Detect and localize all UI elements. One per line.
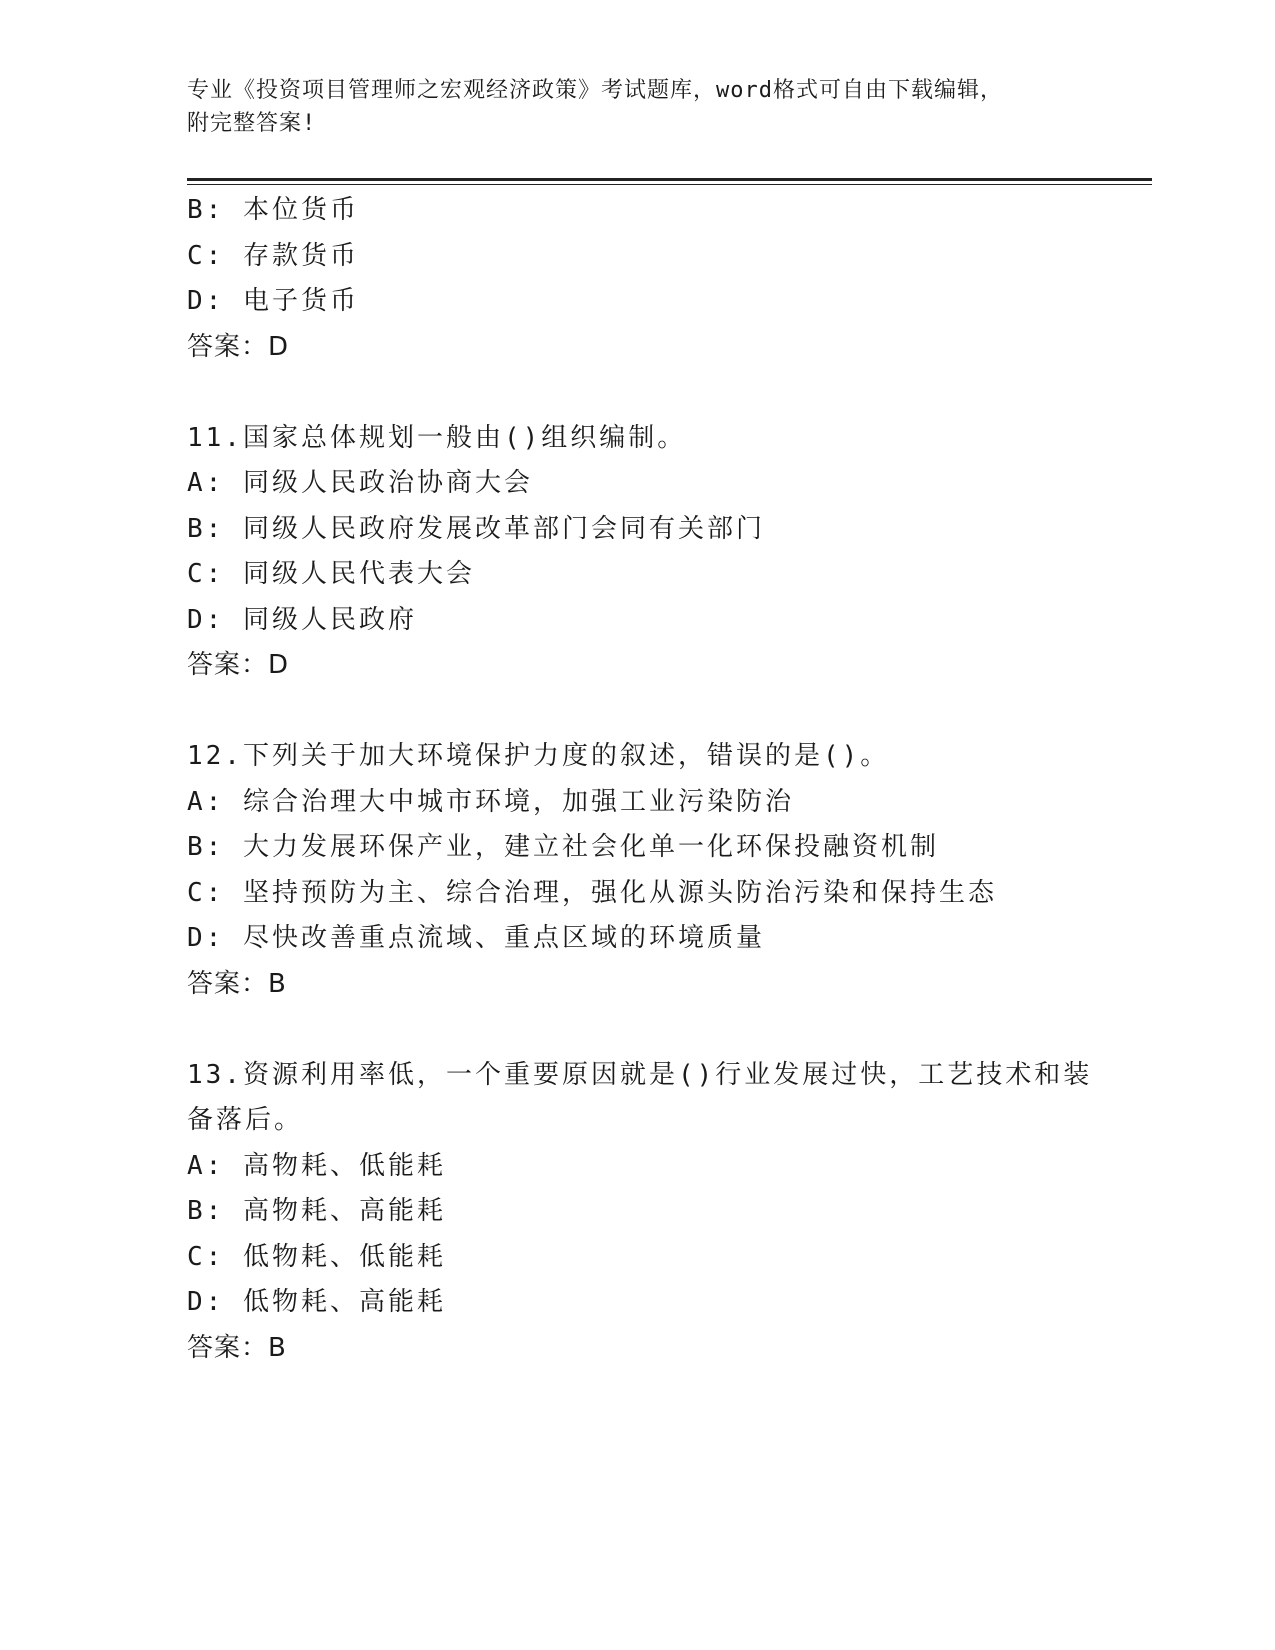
question-list xyxy=(187,188,1147,1371)
spacer xyxy=(187,1007,1147,1053)
option-b: B: 本位货币 xyxy=(187,195,359,225)
header-divider-thick xyxy=(187,178,1152,181)
answer: 答案：B xyxy=(187,968,287,999)
option-c: C: 存款货币 xyxy=(187,240,359,271)
option-a: A: 高物耗、低能耗 xyxy=(187,1150,446,1181)
option-c: C: 低物耗、低能耗 xyxy=(187,1241,446,1272)
spacer xyxy=(187,689,1147,735)
document-header xyxy=(187,74,1087,140)
question-stem-line-1: 13.资源利用率低，一个重要原因就是()行业发展过快，工艺技术和装 xyxy=(187,1059,1093,1090)
header-divider-thin xyxy=(187,184,1152,185)
option-c: C: 同级人民代表大会 xyxy=(187,559,475,589)
option-d: D: 尽快改善重点流域、重点区域的环境质量 xyxy=(187,923,765,953)
option-d: D: 同级人民政府 xyxy=(187,604,417,635)
question-stem: 11.国家总体规划一般由()组织编制。 xyxy=(187,422,687,453)
answer: 答案：D xyxy=(187,331,290,362)
option-d: D: 电子货币 xyxy=(187,286,359,316)
question-stem-line-2: 备落后。 xyxy=(187,1105,304,1135)
header-line-2: 附完整答案! xyxy=(187,111,317,136)
option-c: C: 坚持预防为主、综合治理，强化从源头防治污染和保持生态 xyxy=(187,877,997,908)
question-11 xyxy=(187,416,1147,689)
answer: 答案：D xyxy=(187,650,290,680)
option-d: D: 低物耗、高能耗 xyxy=(187,1287,446,1317)
option-b: B: 高物耗、高能耗 xyxy=(187,1196,446,1226)
question-13 xyxy=(187,1053,1147,1372)
option-b: B: 大力发展环保产业，建立社会化单一化环保投融资机制 xyxy=(187,832,939,862)
question-10-partial xyxy=(187,188,1147,370)
question-12 xyxy=(187,734,1147,1007)
question-stem: 12.下列关于加大环境保护力度的叙述，错误的是()。 xyxy=(187,741,890,771)
spacer xyxy=(187,370,1147,416)
header-line-1: 专业《投资项目管理师之宏观经济政策》考试题库，word格式可自由下载编辑， xyxy=(187,78,1003,103)
option-a: A: 综合治理大中城市环境，加强工业污染防治 xyxy=(187,786,794,817)
option-b: B: 同级人民政府发展改革部门会同有关部门 xyxy=(187,513,765,544)
answer: 答案：B xyxy=(187,1332,287,1363)
option-a: A: 同级人民政治协商大会 xyxy=(187,468,533,498)
